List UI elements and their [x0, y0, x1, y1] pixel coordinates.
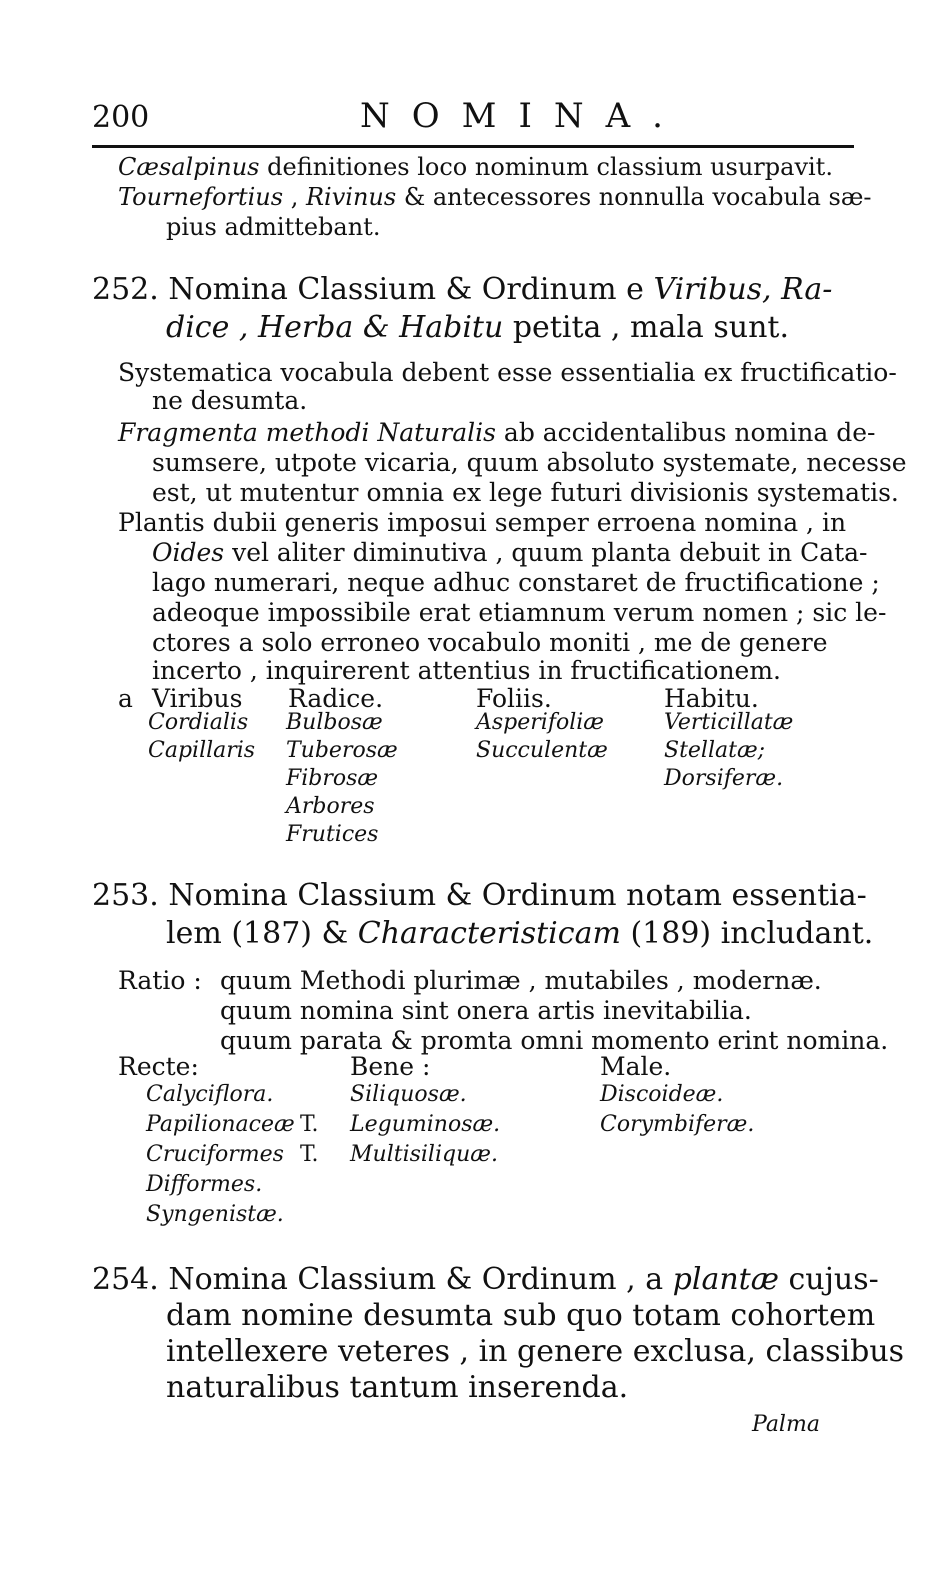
- running-title: NOMINA.: [360, 96, 685, 136]
- section-252-para-3e: ctores a solo erroneo vocabulo moniti , me de genere: [152, 628, 828, 657]
- table-cell: Arbores: [286, 794, 375, 819]
- page-number: 200: [92, 100, 150, 135]
- header-rule: [92, 145, 854, 148]
- section-254-line-1: 254. Nomina Classium & Ordinum , a plantæ cujus-: [92, 1262, 879, 1297]
- ratio-line: quum parata & promta omni momento erint nomina.: [220, 1026, 889, 1055]
- table-cell: Difformes.: [146, 1172, 263, 1197]
- table-cell: Syngenistæ.: [146, 1202, 284, 1227]
- intro-line-2: Tournefortius , Rivinus & antecessores nonnulla vocabula sæ-: [118, 183, 872, 211]
- section-252-para-3b: Oides vel aliter diminutiva , quum planta debuit in Cata-: [152, 538, 868, 567]
- section-252-para-1b: ne desumta.: [152, 386, 308, 415]
- table-cell: Bulbosæ: [286, 710, 383, 735]
- table-cell: Multisiliquæ.: [350, 1142, 498, 1167]
- table-cell: Tuberosæ: [286, 738, 398, 763]
- section-253-rule-line-1: 253. Nomina Classium & Ordinum notam essentia-: [92, 878, 867, 913]
- section-252-para-2b: sumsere, utpote vicaria, quum absoluto systemate, necesse: [152, 448, 907, 477]
- section-252-para-3f: incerto , inquirerent attentius in fructificationem.: [152, 656, 781, 685]
- table-cell: Frutices: [286, 822, 379, 847]
- table-header-foliis: Foliis.: [476, 684, 552, 713]
- table-header-bene: Bene :: [350, 1052, 431, 1081]
- table-header-recte: Recte:: [118, 1052, 199, 1081]
- table-cell: Calyciflora.: [146, 1082, 274, 1107]
- table-header-male: Male.: [600, 1052, 672, 1081]
- table-cell: Verticillatæ: [664, 710, 794, 735]
- section-254-line-4: naturalibus tantum inserenda.: [166, 1370, 629, 1405]
- section-254-line-3: intellexere veteres , in genere exclusa, classibus: [166, 1334, 905, 1369]
- ratio-line: quum nomina sint onera artis inevitabilia.: [220, 996, 752, 1025]
- table-header-radice: Radice.: [288, 684, 384, 713]
- table-cell: Asperifoliæ: [476, 710, 604, 735]
- intro-line-1: Cæsalpinus definitiones loco nominum classium usurpavit.: [118, 153, 833, 181]
- section-252-para-3d: adeoque impossibile erat etiamnum verum nomen ; sic le-: [152, 598, 887, 627]
- table-cell: Fibrosæ: [286, 766, 379, 791]
- section-252-para-1a: Systematica vocabula debent esse essentialia ex fructificatio-: [118, 358, 897, 387]
- table-cell: Stellatæ;: [664, 738, 766, 763]
- table-cell: Papilionaceæ: [146, 1112, 295, 1137]
- table-cell: Cordialis: [148, 710, 249, 735]
- table-cell: Discoideæ.: [600, 1082, 724, 1107]
- table-cell: Leguminosæ.: [350, 1112, 501, 1137]
- intro-line-3: pius admittebant.: [166, 213, 381, 241]
- table-cell: Corymbiferæ.: [600, 1112, 755, 1137]
- section-252-rule-line-1: 252. Nomina Classium & Ordinum e Viribus, Ra-: [92, 272, 833, 307]
- catchword: Palma: [752, 1412, 820, 1437]
- section-253-rule-line-2: lem (187) & Characteristicam (189) includant.: [166, 916, 874, 951]
- ratio-label: Ratio :: [118, 966, 202, 995]
- tournefort-mark: T.: [300, 1142, 319, 1167]
- tournefort-mark: T.: [300, 1112, 319, 1137]
- table-cell: Succulentæ: [476, 738, 608, 763]
- ratio-line: quum Methodi plurimæ , mutabiles , modernæ.: [220, 966, 822, 995]
- section-252-para-2c: est, ut mutentur omnia ex lege futuri divisionis systematis.: [152, 478, 899, 507]
- table-cell: Capillaris: [148, 738, 256, 763]
- table-header-habitu: Habitu.: [664, 684, 759, 713]
- section-254-line-2: dam nomine desumta sub quo totam cohortem: [166, 1298, 876, 1333]
- table-cell: Cruciformes: [146, 1142, 284, 1167]
- section-252-para-3c: lago numerari, neque adhuc constaret de fructificatione ;: [152, 568, 880, 597]
- section-252-rule-line-2: dice , Herba & Habitu petita , mala sunt.: [166, 310, 789, 345]
- section-252-para-3a: Plantis dubii generis imposui semper erroena nomina , in: [118, 508, 847, 537]
- table-cell: Dorsiferæ.: [664, 766, 784, 791]
- table-prefix: a: [118, 684, 133, 713]
- table-header-viribus: Viribus: [152, 684, 243, 713]
- section-252-para-2a: Fragmenta methodi Naturalis ab accidentalibus nomina de-: [118, 418, 876, 447]
- table-cell: Siliquosæ.: [350, 1082, 467, 1107]
